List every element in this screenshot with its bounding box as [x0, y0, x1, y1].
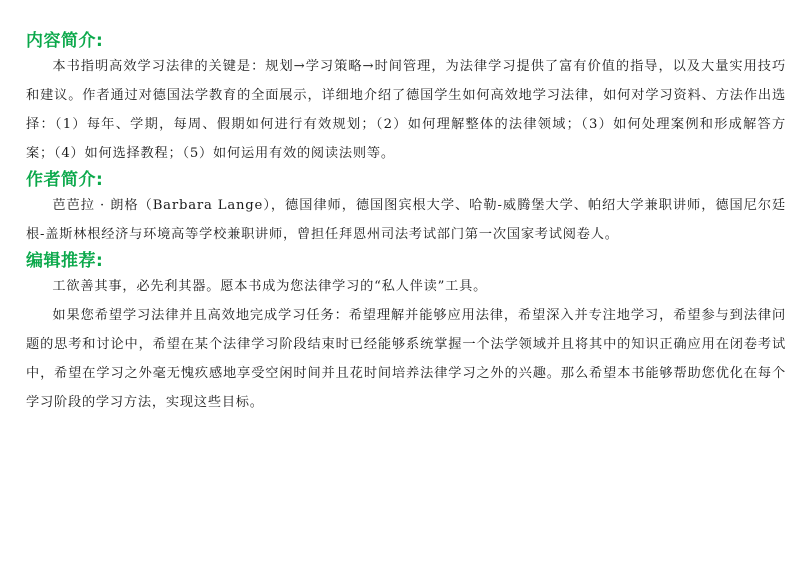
content-summary-heading: 内容简介: [26, 31, 104, 51]
editor-recommendation-paragraph: 工欲善其事，必先利其器。愿本书成为您法律学习的“私人伴读”工具。 [52, 279, 488, 294]
editor-recommendation-heading: 编辑推荐: [26, 251, 104, 271]
author-bio-section [26, 169, 786, 249]
editor-recommendation-paragraph: 如果您希望学习法律并且高效地完成学习任务：希望理解并能够应用法律，希望深入并专注地学习，希望参与到法律问题的思考和讨论中，希望在某个法律学习阶段结束时已经能够系统掌握一个法学领域并且将其中的知识正确应用在闭卷考试中，希望在学习之外毫无愧疚感地享受空闲时间并且花时间培养法律学习之外的兴趣。那么希望本书能够帮助您优化在每个学习阶段的学习方法，实现这些目标。 [26, 308, 786, 410]
content-summary-section [26, 30, 786, 168]
document-page [26, 30, 786, 417]
content-summary-paragraph: 本书指明高效学习法律的关键是：规划→学习策略→时间管理，为法律学习提供了富有价值的指导，以及大量实用技巧和建议。作者通过对德国法学教育的全面展示，详细地介绍了德国学生如何高效地学习法律，如何对学习资料、方法作出选择：（1）每年、学期，每周、假期如何进行有效规划；（2）如何理解整体的法律领域；（3）如何处理案例和形成解答方案；（4）如何选择教程；（5）如何运用有效的阅读法则等。 [26, 59, 786, 161]
editor-recommendation-section [26, 250, 786, 417]
author-bio-heading: 作者简介: [26, 170, 104, 190]
author-bio-paragraph: 芭芭拉 · 朗格（Barbara Lange），德国律师，德国图宾根大学、哈勒-威腾堡大学、帕绍大学兼职讲师，德国尼尔廷根-盖斯林根经济与环境高等学校兼职讲师，曾担任拜恩州司法考试部门第一次国家考试阅卷人。 [26, 198, 786, 242]
